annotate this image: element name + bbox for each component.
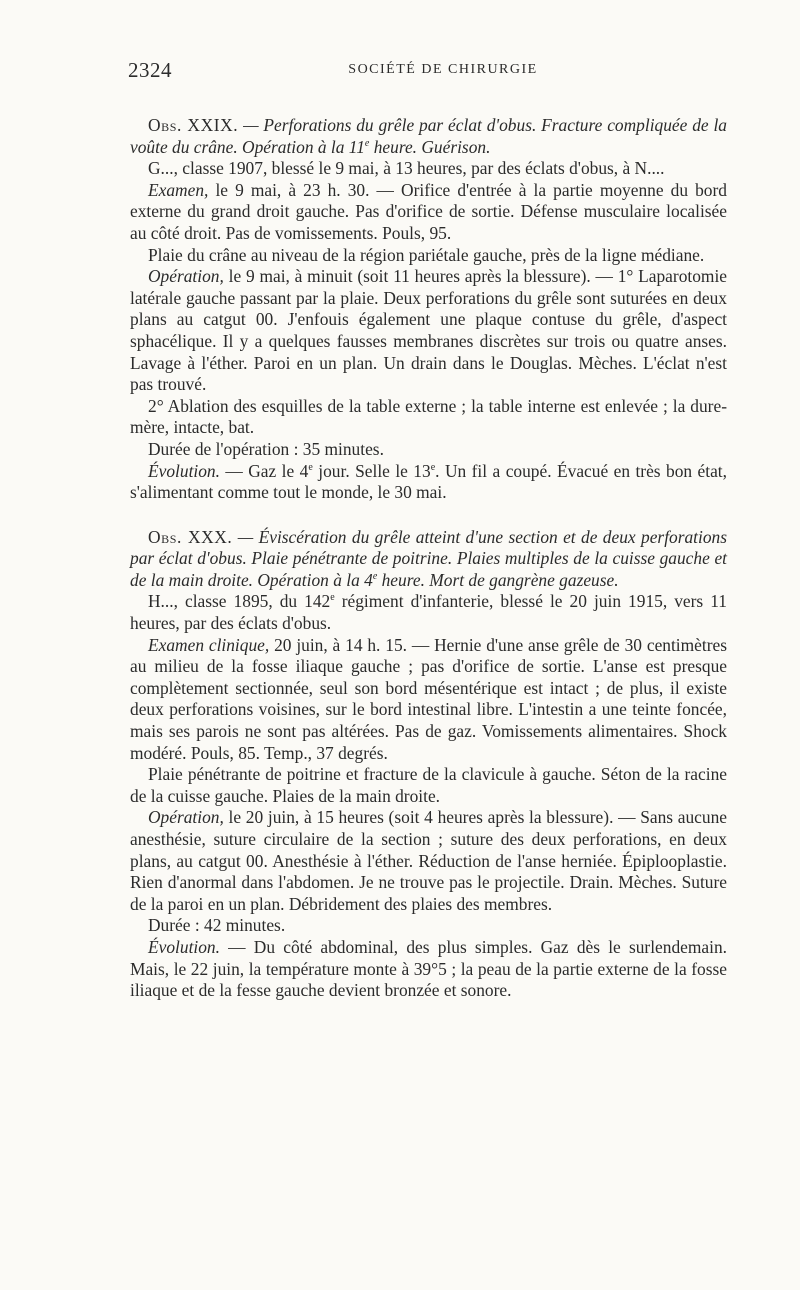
page-header (128, 58, 728, 84)
page-number: 2324 (128, 58, 172, 82)
obs-30-chest-wound: Plaie pénétrante de poitrine et fracture de la clavicule à gauche. Séton de la racine de la cuisse gauche. Plaies de la main droite. (130, 764, 727, 806)
obs-30-label: Obs. XXX. (148, 526, 233, 547)
obs-29-evolution (130, 461, 727, 504)
obs-29-evolution-sup-a: e (308, 461, 313, 473)
obs-30-patient (130, 591, 727, 634)
obs-29-evolution-text-c: . Un fil a coupé. Évacué en très bon état, s'alimentant comme tout le monde, le 30 mai. (130, 460, 727, 503)
obs-30-title-sup: e (372, 571, 378, 583)
obs-30-heading (130, 527, 727, 592)
section-spacer (130, 504, 727, 527)
obs-30-operation-text: le 20 juin, à 15 heures (soit 4 heures après la blessure). — Sans aucune anesthésie, suture circulaire de la section ; suture des deux perforations, en deux plans, au catgut 00. Anesthésie à l'éther. Réduction de l'anse herniée. Épiplooplastie. Rien d'anormal dans l'abdomen. Je ne trouve pas le projectile. Drain. Mèches. Suture de la paroi en un plan. Débridement des plaies des membres. (130, 807, 727, 914)
obs-30-evolution-lead: Évolution. (148, 936, 220, 957)
obs-29-evolution-text-a: — Gaz le 4 (219, 460, 309, 481)
obs-30-operation-lead: Opération, (148, 807, 224, 828)
obs-30-evolution (130, 937, 727, 1002)
page-body (130, 115, 727, 1002)
obs-29-title: — Perforations du grêle par éclat d'obus. Fracture compliquée de la voûte du crâne. Opération à la 11 (130, 115, 727, 157)
obs-29-operation-lead: Opération, (148, 266, 224, 287)
obs-30-duration: Durée : 42 minutes. (148, 915, 286, 936)
obs-30-title-end: heure. Mort de gangrène gazeuse. (377, 569, 619, 590)
obs-30-patient-text-b: régiment d'infanterie, blessé le 20 juin 1915, vers 11 heures, par des éclats d'obus. (130, 591, 727, 634)
obs-30-title: — Éviscération du grêle atteint d'une section et de deux perforations par éclat d'obus. Plaie pénétrante de poitrine. Plaies multiples de la cuisse gauche et de la main droite. Opération à la 4 (130, 526, 728, 590)
obs-29-skull-wound: Plaie du crâne au niveau de la région pariétale gauche, près de la ligne médiane. (148, 244, 705, 265)
obs-29-ablation: 2° Ablation des esquilles de la table externe ; la table interne est enlevée ; la dure-mère, intacte, bat. (130, 395, 727, 438)
obs-29-examination-lead: Examen, (148, 179, 209, 200)
obs-29-evolution-sup-b: e (430, 461, 436, 473)
obs-30-patient-sup: e (330, 592, 335, 604)
obs-29-title-sup: e (364, 137, 370, 149)
obs-29-examination (130, 180, 727, 245)
obs-30-examination-lead: Examen clinique, (148, 634, 270, 655)
obs-29-label: Obs. XXIX. (148, 115, 239, 135)
obs-29-examination-text: le 9 mai, à 23 h. 30. — Orifice d'entrée à la partie moyenne du bord externe du grand droit gauche. Pas d'orifice de sortie. Défense musculaire localisée au côté droit. Pas de vomissements. Pouls, 95. (130, 179, 727, 243)
obs-29-title-end: heure. Guérison. (369, 136, 491, 157)
obs-29-evolution-lead: Évolution. (148, 460, 220, 481)
obs-30-operation (130, 807, 727, 915)
obs-29-operation-text: le 9 mai, à minuit (soit 11 heures après la blessure). — 1° Laparotomie latérale gauche passant par la plaie. Deux perforations du grêle sont suturées en deux plans au catgut 00. J'enfouis également une plaque contuse du grêle, d'aspect sphacélique. Il y a quelques fausses membranes discrètes sur trois ou quatre anses. Lavage à l'éther. Paroi en un plan. Un drain dans le Douglas. Mèches. L'éclat n'est pas trouvé. (130, 266, 727, 395)
obs-30-patient-text-a: H..., classe 1895, du 142 (148, 591, 331, 612)
obs-29-patient: G..., classe 1907, blessé le 9 mai, à 13 heures, par des éclats d'obus, à N.... (148, 158, 665, 179)
obs-29-evolution-text-b: jour. Selle le 13 (312, 460, 431, 481)
obs-30-examination-text: 20 juin, à 14 h. 15. — Hernie d'une anse grêle de 30 centimètres au milieu de la fosse iliaque gauche ; pas d'orifice de sortie. L'anse est presque complètement sectionnée, seul son bord mésentérique est intact ; de plus, il existe deux perforations voisines, sur le bord intestinal libre. L'intestin a une teinte foncée, mais ses parois ne sont pas altérées. Pas de gaz. Vomissements alimentaires. Shock modéré. Pouls, 85. Temp., 37 degrés. (130, 634, 727, 763)
obs-29-operation (130, 266, 727, 396)
obs-30-examination (130, 635, 727, 765)
running-head: SOCIÉTÉ DE CHIRURGIE (348, 62, 538, 77)
obs-29-heading (130, 115, 727, 158)
obs-30-evolution-text: — Du côté abdominal, des plus simples. Gaz dès le surlendemain. Mais, le 22 juin, la température monte à 39°5 ; la peau de la partie externe de la fosse iliaque et de la fesse gauche devient bronzée et sonore. (130, 936, 727, 1001)
obs-29-duration: Durée de l'opération : 35 minutes. (148, 438, 384, 459)
